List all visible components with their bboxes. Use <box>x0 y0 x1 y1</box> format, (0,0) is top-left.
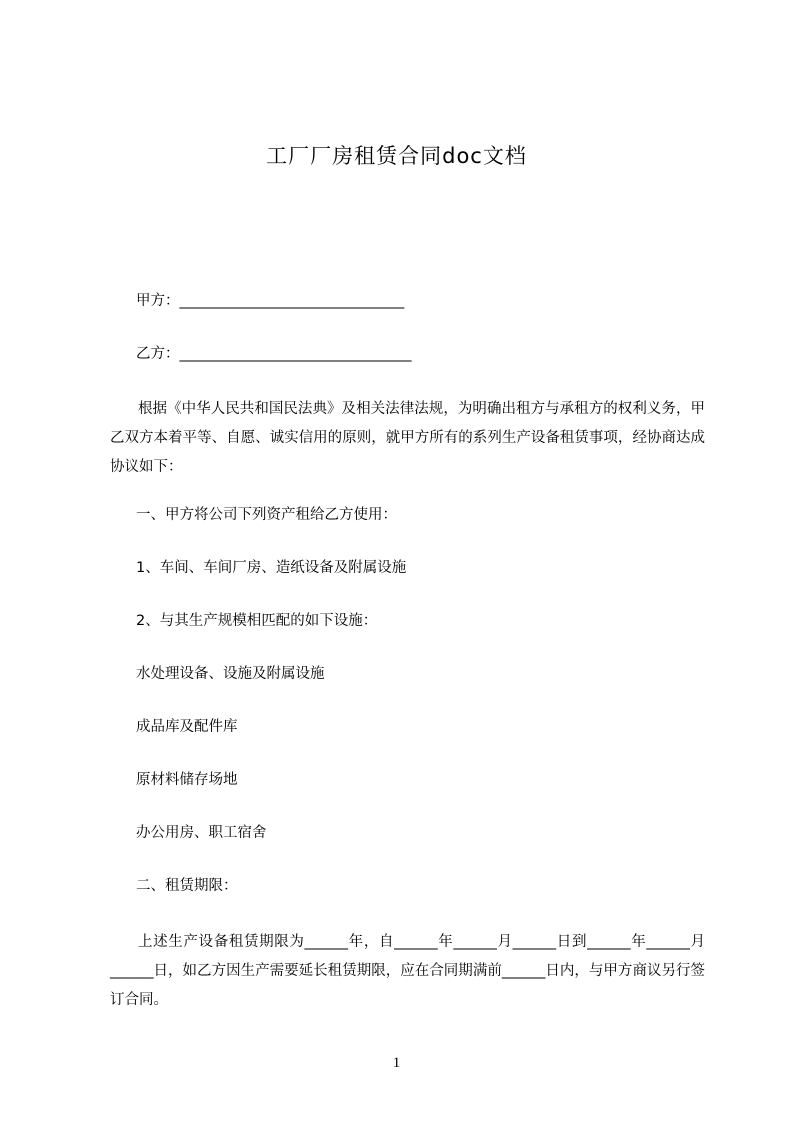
party-b-line: 乙方：________________________________ <box>136 346 412 362</box>
party-a-line: 甲方：_______________________________ <box>136 293 405 309</box>
facility-office: 办公用房、职工宿舍 <box>136 825 267 841</box>
document-title: 工厂厂房租赁合同doc文档 <box>266 144 527 168</box>
term-paragraph: 上述生产设备租赁期限为______年，自______年______月______日到______年______月______日，如乙方因生产需要延长租赁期限，应在合同期满前______日内，与甲方商议另行签订合同。 <box>110 934 705 1008</box>
intro-paragraph: 根据《中华人民共和国民法典》及相关法律法规，为明确出租方与承租方的权利义务，甲乙双方本着平等、自愿、诚实信用的原则，就甲方所有的系列生产设备租赁事项，经协商达成协议如下： <box>110 401 705 475</box>
page-number: 1 <box>392 1055 401 1071</box>
section-two-heading: 二、租赁期限： <box>136 878 238 894</box>
item-one: 1、车间、车间厂房、造纸设备及附属设施 <box>136 560 407 576</box>
facility-water: 水处理设备、设施及附属设施 <box>136 666 325 682</box>
item-two: 2、与其生产规模相匹配的如下设施： <box>136 613 378 629</box>
facility-warehouse: 成品库及配件库 <box>136 719 238 735</box>
section-one-heading: 一、甲方将公司下列资产租给乙方使用： <box>136 507 397 523</box>
facility-materials: 原材料储存场地 <box>136 772 238 788</box>
